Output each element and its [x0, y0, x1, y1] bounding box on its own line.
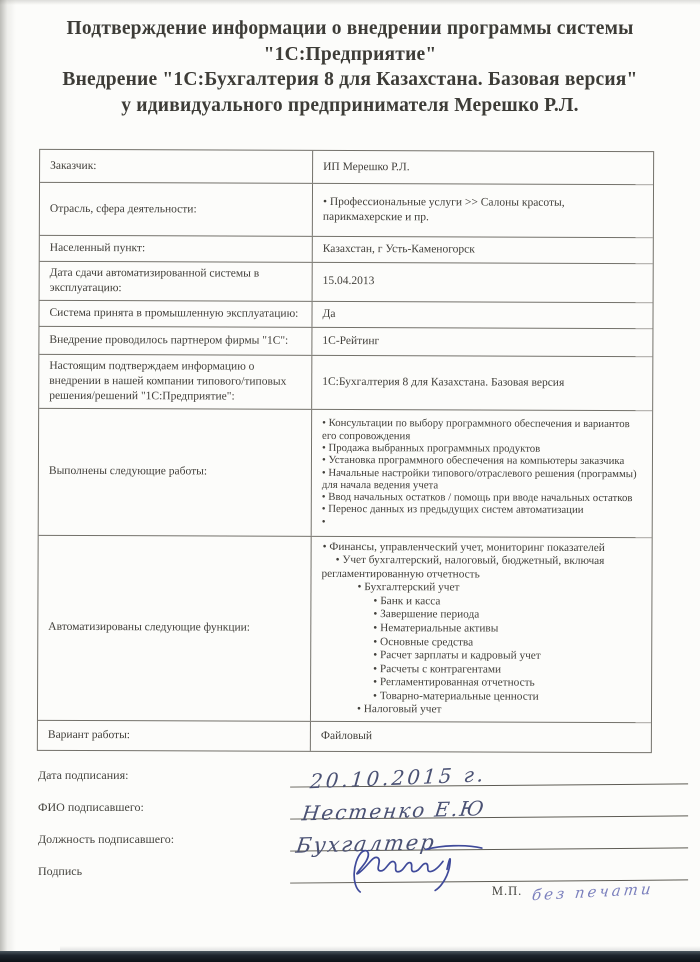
table-row-customer [40, 150, 653, 185]
signer-name-label: ФИО подписавшего: [38, 800, 144, 814]
functions-item: • Финансы, управленческий учет, мониторинг показателей [322, 541, 642, 556]
row-label: Внедрение проводилось партнером фирмы "1С": [39, 327, 312, 355]
functions-item: • Бухгалтерский учет [321, 581, 641, 596]
row-label: Дата сдачи автоматизированной системы в эксплуатацию: [40, 262, 313, 301]
works-item: • Перенос данных из предыдущих систем автоматизации [322, 503, 642, 517]
functions-item: • Товарно-материальные ценности [321, 690, 641, 705]
signer-position-handwritten-value: Бухгалтер [294, 830, 438, 858]
row-value: • Профессиональные услуги >> Салоны красоты, парикмахерские и пр. [322, 195, 565, 224]
signature-row [38, 852, 688, 882]
row-value: Казахстан, г Усть-Каменогорск [322, 242, 475, 256]
table-row-works [39, 409, 652, 538]
row-label: Заказчик: [40, 150, 313, 183]
functions-item: • Завершение периода [321, 608, 641, 623]
row-value [312, 410, 652, 537]
title-line-4: у идивидуального предпринимателя Мерешко Р.Л. [121, 94, 579, 116]
functions-item: • Регламентированная отчетность [321, 676, 641, 691]
functions-list [321, 541, 642, 718]
signing-date-line [290, 754, 688, 794]
signer-position-label: Должность подписавшего: [38, 832, 175, 846]
works-item: • Продажа выбранных программных продуктов [322, 442, 642, 456]
functions-item: • Нематериальные активы [321, 622, 641, 637]
scan-top-edge [0, 0, 700, 5]
scan-bottom-edge-bar [0, 951, 700, 962]
table-row-functions [38, 536, 652, 723]
row-label: Вариант работы: [38, 721, 311, 751]
row-value [311, 537, 652, 722]
signature-line [290, 850, 688, 883]
functions-item: • Банк и касса [321, 595, 641, 610]
signer-name-row [38, 788, 688, 826]
row-value: ИП Мерешко Р.Л. [323, 160, 410, 173]
stamp-handwritten-note: без печати [531, 879, 656, 905]
works-item: • Консультации по выбору программного обеспечения и вариантов его сопровождения [322, 417, 642, 443]
functions-item: • Налоговый учет [321, 703, 641, 718]
works-item [322, 516, 642, 530]
table-row-location [40, 236, 653, 264]
table-row-partner [39, 327, 652, 357]
functions-item: • Расчеты с контрагентами [321, 663, 641, 678]
title-line-2: "1С:Предприятие" [263, 43, 437, 65]
functions-item: • Основные средства [321, 635, 641, 650]
signing-section [38, 756, 688, 884]
works-list [322, 417, 642, 529]
row-value: 1С:Бухгалтерия 8 для Казахстана. Базовая версия [322, 375, 565, 389]
row-value: Файловый [320, 729, 373, 742]
document-title [0, 0, 700, 118]
row-label: Система принята в промышленную эксплуатацию: [39, 301, 312, 327]
table-row-accepted [39, 301, 652, 329]
row-value: 15.04.2013 [322, 275, 375, 288]
implementation-info-table [37, 149, 654, 753]
signer-name-line [290, 786, 688, 826]
row-value: 1С-Рейтинг [322, 334, 380, 348]
stamp-row [38, 879, 688, 905]
title-line-1: Подтверждение информации о внедрении программы системы [66, 18, 634, 39]
table-row-solution [39, 355, 652, 411]
signing-date-row [38, 756, 688, 794]
signing-date-handwritten-value: 20.10.2015 г. [309, 762, 488, 794]
row-label: Населенный пункт: [40, 236, 313, 262]
scan-left-edge [0, 0, 16, 951]
works-item: • Ввод начальных остатков / помощь при вводе начальных остатков [322, 491, 642, 505]
signature-label: Подпись [38, 864, 83, 878]
table-row-industry [40, 183, 653, 238]
stamp-label: М.П. [491, 884, 523, 898]
table-row-work-variant [38, 721, 651, 752]
row-value: Да [322, 307, 336, 320]
row-label: Отрасль, сфера деятельности: [40, 183, 313, 236]
table-row-deploy-date [40, 262, 653, 303]
title-line-3: Внедрение "1С:Бухгалтерия 8 для Казахстана. Базовая версия" [62, 69, 638, 90]
signing-date-label: Дата подписания: [38, 768, 129, 782]
row-label: Выполнены следующие работы: [39, 409, 312, 536]
functions-item: • Учет бухгалтерский, налоговый, бюджетный, включая регламентированную отчетность [321, 554, 641, 582]
functions-item: • Расчет зарплаты и кадровый учет [321, 649, 641, 664]
row-label: Настоящим подтверждаем информацию о внедрении в нашей компании типового/типовых решения/решений "1С:Предприятие": [39, 355, 312, 409]
row-label: Автоматизированы следующие функции: [38, 536, 312, 721]
works-item: • Начальные настройки типового/отраслевого решения (программы) для начала ведения учета [322, 466, 642, 492]
works-item: • Установка программного обеспечения на компьютеры заказчика [322, 454, 642, 468]
signer-name-handwritten-value: Нестенко Е.Ю [300, 796, 488, 826]
